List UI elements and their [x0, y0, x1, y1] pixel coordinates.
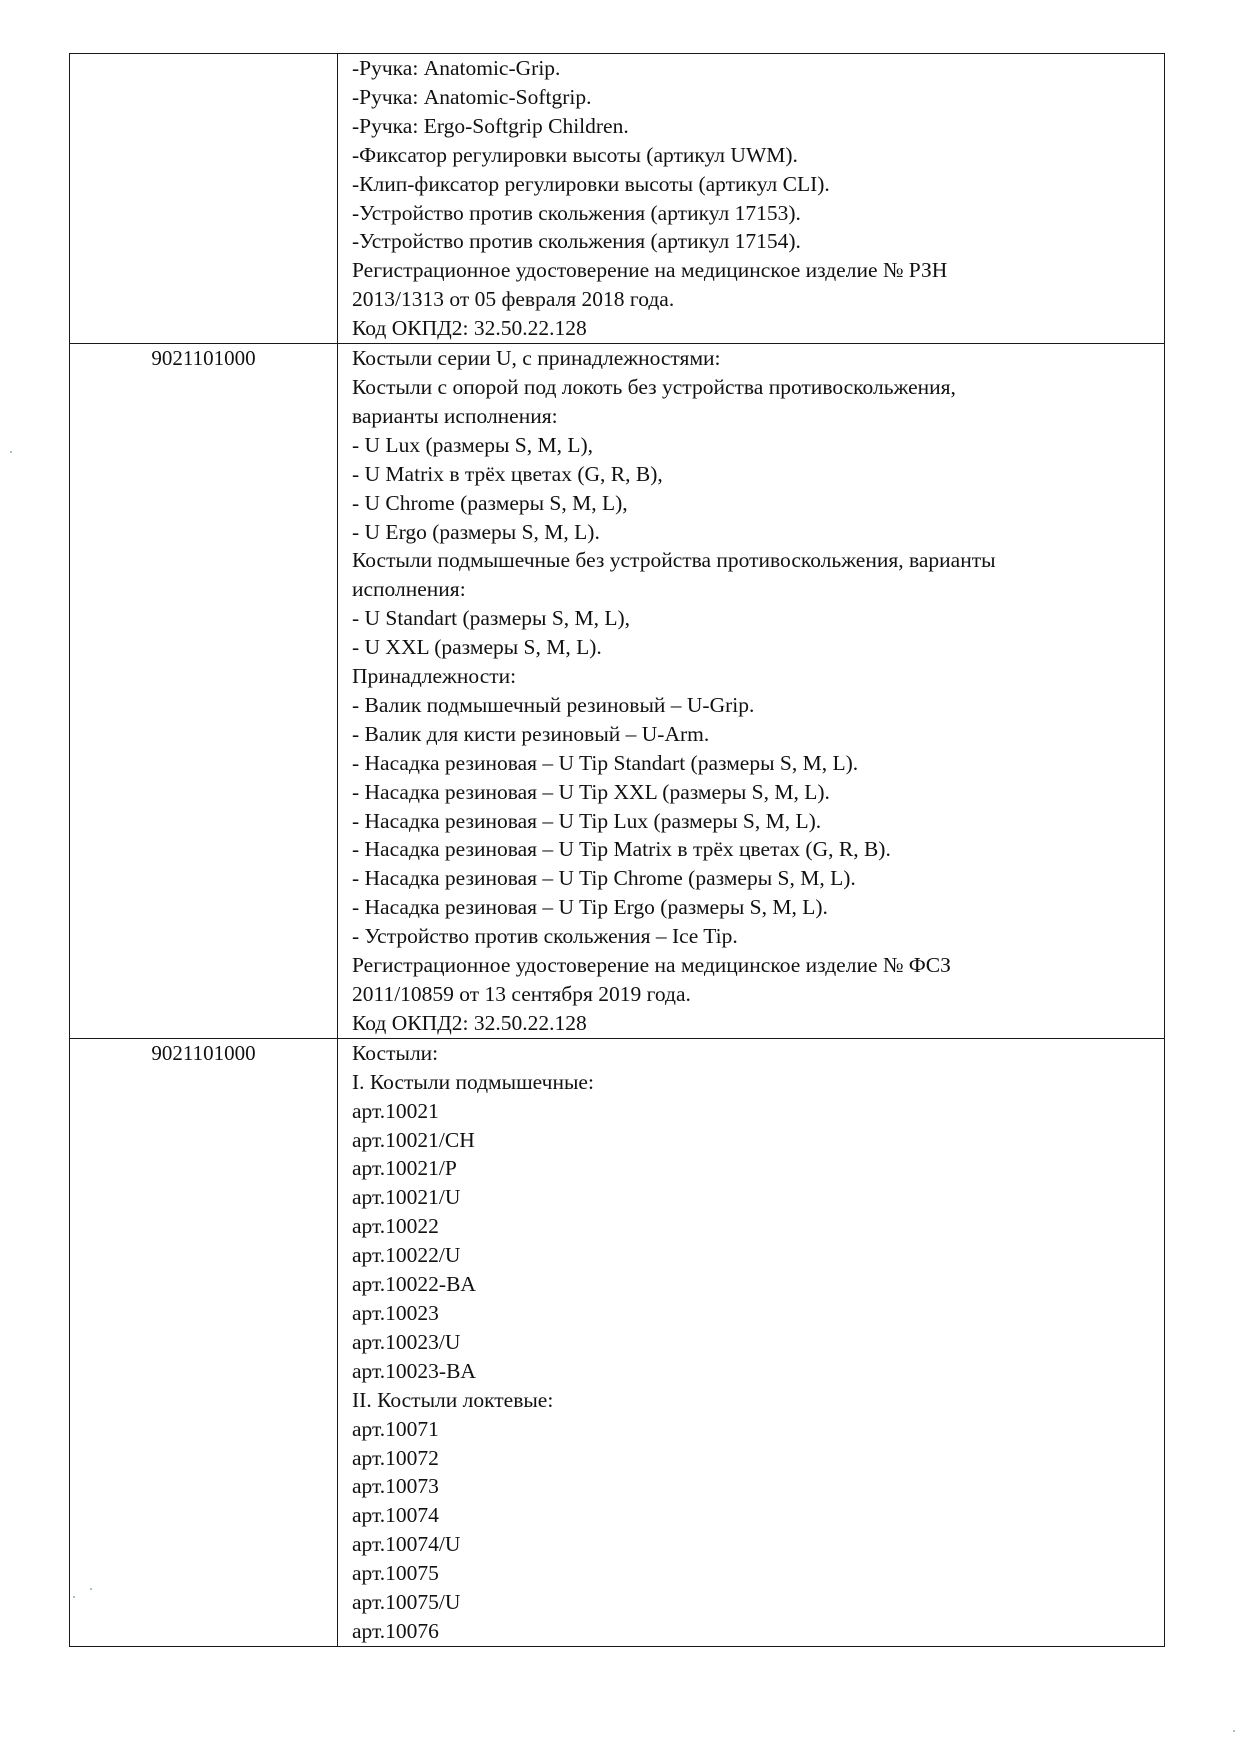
description-line: -Клип-фиксатор регулировки высоты (артикул CLI).: [352, 171, 830, 196]
description-line: арт.10022: [352, 1214, 439, 1239]
description-line: Костыли с опорой под локоть без устройства противоскольжения,: [352, 374, 956, 399]
description-line: 2011/10859 от 13 сентября 2019 года.: [352, 982, 691, 1006]
scan-speck: [73, 1596, 75, 1598]
description-line: - U Chrome (размеры S, M, L),: [352, 490, 628, 515]
description-line: Принадлежности:: [352, 664, 517, 689]
description-line: -Фиксатор регулировки высоты (артикул UWM).: [352, 142, 798, 167]
description-line: - Насадка резиновая – U Tip Lux (размеры S, M, L).: [352, 808, 822, 833]
description-line: арт.10075: [352, 1561, 439, 1586]
description-cell: [338, 344, 1165, 1039]
description-line: I. Костыли подмышечные:: [352, 1069, 594, 1094]
description-line: арт.10022/U: [352, 1243, 461, 1268]
description-line: арт.10075/U: [352, 1590, 461, 1615]
description-line: Код ОКПД2: 32.50.22.128: [352, 1010, 587, 1035]
description-line: Костыли серии U, с принадлежностями:: [352, 346, 721, 371]
description-line: - U Ergo (размеры S, M, L).: [352, 519, 600, 544]
description-line: - Насадка резиновая – U Tip Chrome (размеры S, M, L).: [352, 866, 856, 891]
description-line: арт.10023-BA: [352, 1358, 476, 1383]
description-line: арт.10021/P: [352, 1156, 457, 1181]
description-line: - Валик для кисти резиновый – U-Arm.: [352, 721, 710, 746]
table-row: [70, 344, 1165, 1039]
description-line: Регистрационное удостоверение на медицинское изделие № ФСЗ: [352, 953, 951, 978]
description-cell: [338, 54, 1165, 344]
description-line: -Ручка: Ergo-Softgrip Children.: [352, 113, 629, 138]
description-line: - Насадка резиновая – U Tip Standart (размеры S, M, L).: [352, 750, 859, 775]
code-cell: 9021101000: [70, 1038, 338, 1646]
code-cell: [70, 54, 338, 344]
description-line: арт.10074/U: [352, 1532, 461, 1557]
product-table: [69, 53, 1165, 1647]
description-line: - Насадка резиновая – U Tip Matrix в трёх цветах (G, R, B).: [352, 837, 891, 862]
table-row: [70, 1038, 1165, 1646]
description-line: Регистрационное удостоверение на медицинское изделие № РЗН: [352, 258, 948, 283]
description-line: - U Lux (размеры S, M, L),: [352, 432, 594, 457]
description-line: Костыли подмышечные без устройства противоскольжения, варианты: [352, 548, 996, 573]
product-table-body: [70, 54, 1165, 1647]
description-line: - Насадка резиновая – U Tip XXL (размеры S, M, L).: [352, 779, 830, 804]
description-cell: [338, 1038, 1165, 1646]
description-line: арт.10071: [352, 1416, 439, 1441]
description-line: Код ОКПД2: 32.50.22.128: [352, 316, 587, 341]
description-line: Костыли:: [352, 1040, 439, 1065]
description-line: арт.10023/U: [352, 1329, 461, 1354]
description-line: арт.10021: [352, 1098, 439, 1123]
description-line: - U XXL (размеры S, M, L).: [352, 635, 602, 660]
description-line: арт.10021/U: [352, 1185, 461, 1210]
description-line: - U Standart (размеры S, M, L),: [352, 606, 631, 631]
description-line: -Устройство против скольжения (артикул 17153).: [352, 200, 801, 225]
description-line: исполнения:: [352, 577, 466, 602]
description-line: - U Matrix в трёх цветах (G, R, B),: [352, 461, 663, 486]
description-line: арт.10076: [352, 1618, 439, 1643]
scan-speck: [10, 451, 12, 453]
description-line: арт.10021/CH: [352, 1127, 475, 1152]
description-line: 2013/1313 от 05 февраля 2018 года.: [352, 287, 675, 312]
description-line: арт.10023: [352, 1300, 439, 1325]
description-line: варианты исполнения:: [352, 403, 558, 428]
description-line: арт.10074: [352, 1503, 439, 1528]
description-line: - Устройство против скольжения – Ice Tip.: [352, 924, 738, 949]
description-line: арт.10022-BA: [352, 1272, 476, 1297]
description-line: II. Костыли локтевые:: [352, 1387, 554, 1412]
description-line: - Насадка резиновая – U Tip Ergo (размеры S, M, L).: [352, 895, 828, 920]
description-line: -Ручка: Anatomic-Grip.: [352, 56, 561, 80]
scan-speck: [90, 1588, 92, 1590]
table-row: [70, 54, 1165, 344]
description-line: арт.10073: [352, 1474, 439, 1499]
code-cell: 9021101000: [70, 344, 338, 1039]
description-line: арт.10072: [352, 1445, 439, 1470]
description-line: -Устройство против скольжения (артикул 17154).: [352, 229, 801, 254]
scan-speck: [1233, 1730, 1235, 1732]
description-line: - Валик подмышечный резиновый – U-Grip.: [352, 692, 755, 717]
description-line: -Ручка: Anatomic-Softgrip.: [352, 84, 592, 109]
